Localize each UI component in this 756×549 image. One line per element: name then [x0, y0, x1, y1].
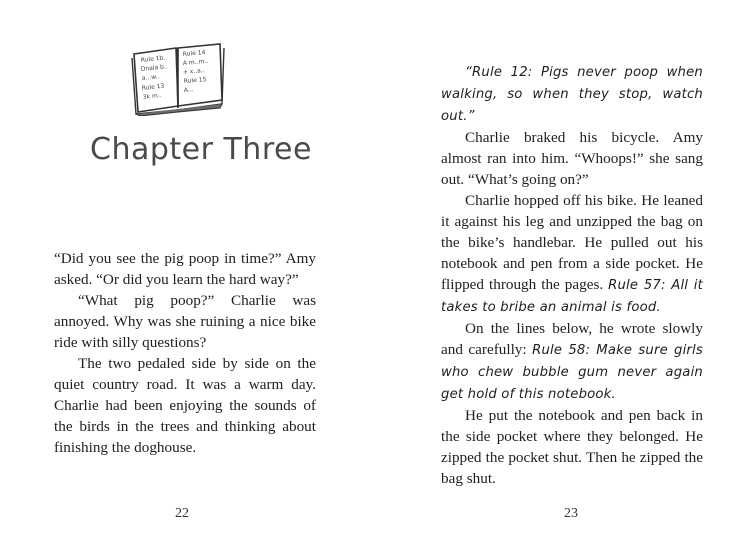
notebook-line: 3k m.. — [142, 92, 162, 101]
right-page-body — [441, 61, 703, 489]
paragraph: “What pig poop?” Charlie was annoyed. Why was she ruining a nice bike ride with silly questions? — [54, 292, 316, 351]
right-page — [378, 0, 756, 549]
notebook-line: Dnala b.. — [140, 63, 169, 73]
notebook-line: Rule 15 — [183, 76, 207, 85]
chapter-title: Chapter Three — [90, 132, 312, 167]
paragraph: The two pedaled side by side on the quiet country road. It was a warm day. Charlie had been enjoying the sounds of the birds in the trees and thinking about finishing the doghouse. — [54, 355, 316, 456]
paragraph — [441, 318, 703, 405]
paragraph: He put the notebook and pen back in the side pocket where they belonged. He zipped the pocket shut. Then he zipped the bag shut. — [441, 407, 703, 487]
page-number: 23 — [564, 506, 578, 521]
rule-text: Rule 58: Make sure girls who chew bubble gum never again get hold of this notebook. — [441, 343, 703, 402]
notebook-line: Rule 13 — [141, 82, 165, 92]
page-number: 22 — [175, 506, 189, 521]
notebook-line: Rule 14 — [182, 49, 206, 58]
paragraph — [441, 61, 703, 127]
paragraph-text: Charlie hopped off his bike. He leaned it against his leg and unzipped the bag on the bike’s handlebar. He pulled out his notebook and pen from a side pocket. He flipped through the pages. — [441, 192, 703, 293]
notebook-line: a...w.. — [141, 73, 160, 82]
paragraph: Charlie braked his bicycle. Amy almost ran into him. “Whoops!” she sang out. “What’s going on?” — [441, 129, 703, 188]
notebook-icon — [130, 40, 226, 116]
rule-text: Rule 57: All it takes to bribe an animal is food. — [441, 278, 703, 315]
notebook-line: A m..m.. — [182, 57, 209, 67]
rule-text: “Rule 12: Pigs never poop when walking, so when they stop, watch out.” — [441, 65, 703, 124]
paragraph — [441, 190, 703, 318]
paragraph: “Did you see the pig poop in time?” Amy asked. “Or did you learn the hard way?” — [54, 250, 316, 288]
notebook-line: + x..a.. — [182, 67, 205, 76]
left-page-body — [54, 248, 316, 458]
paragraph-text: On the lines below, he wrote slowly and carefully: — [441, 320, 703, 358]
notebook-line: A... — [183, 86, 194, 94]
notebook-line: Rule 1b.. — [140, 54, 168, 64]
